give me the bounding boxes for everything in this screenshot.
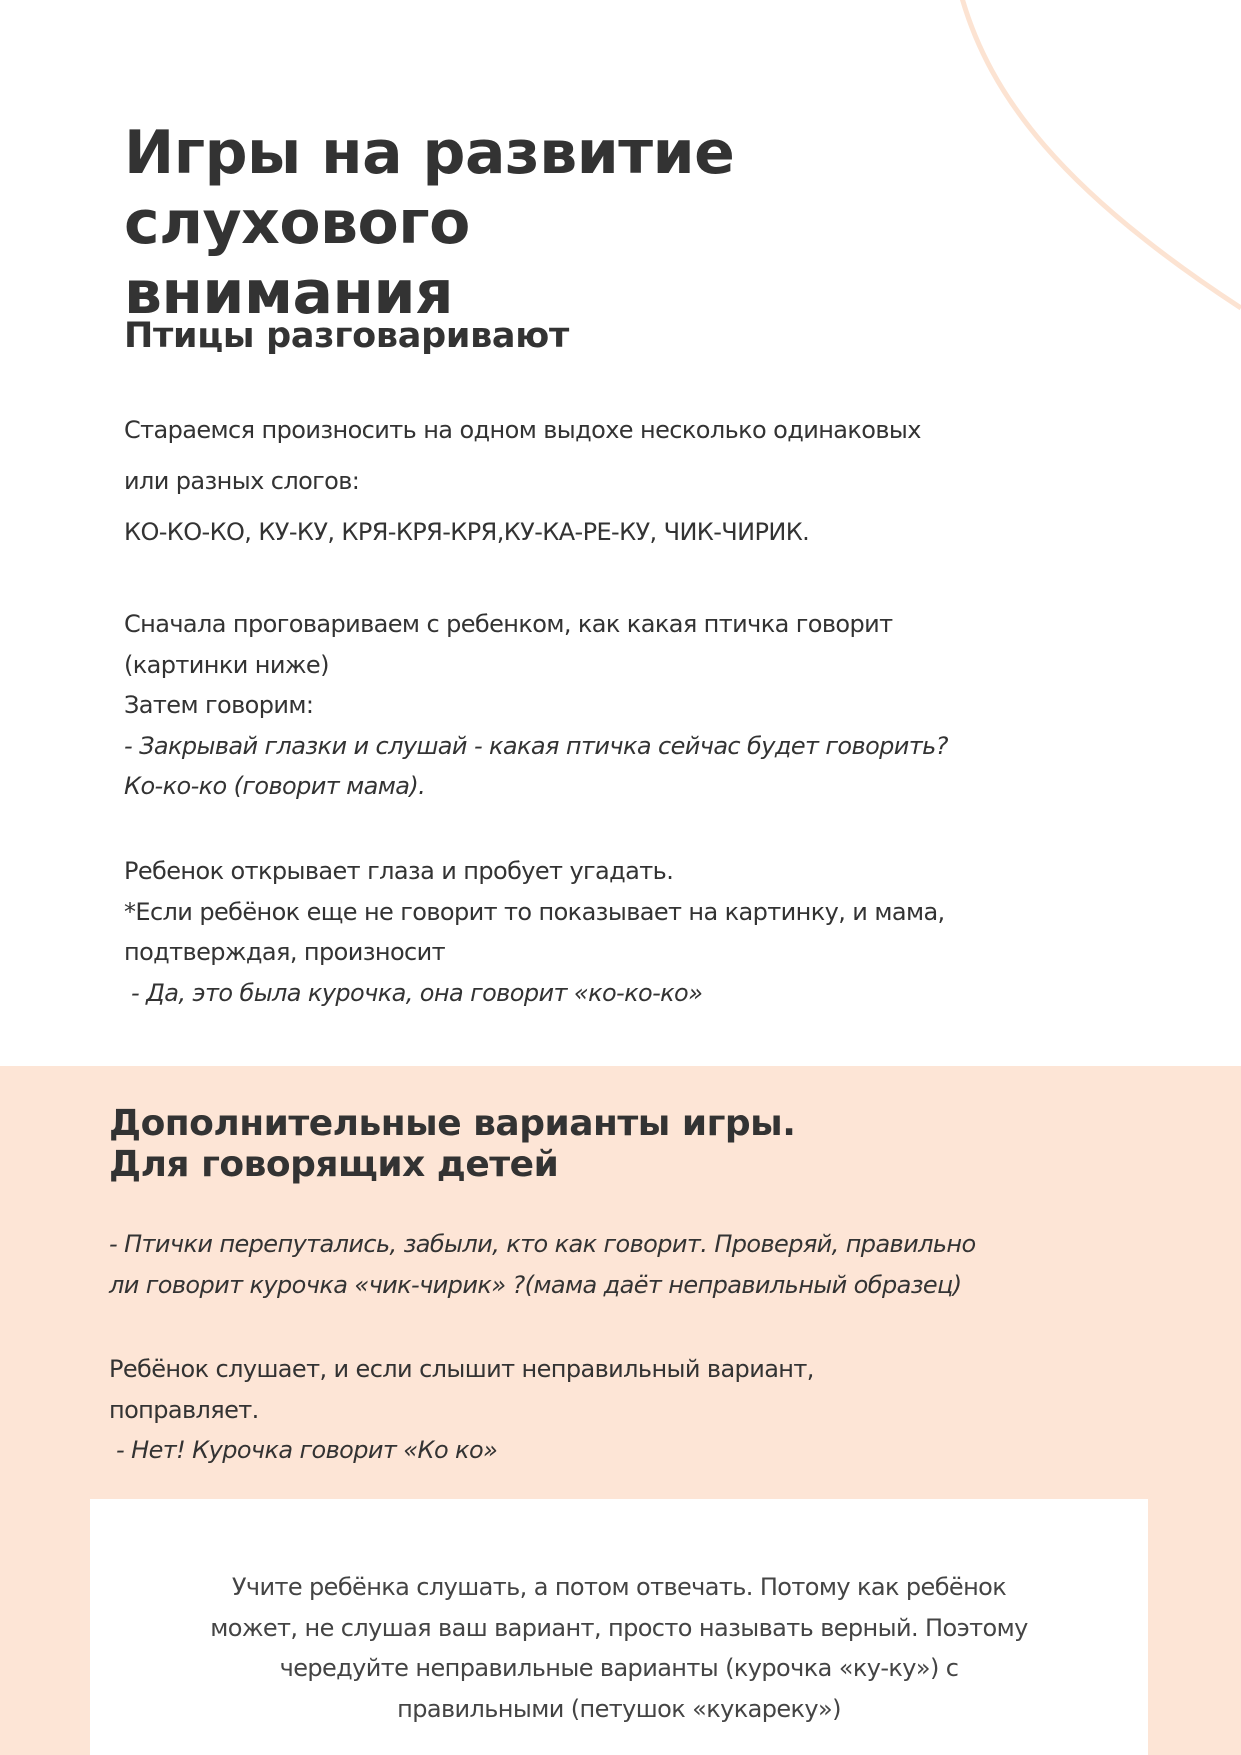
- result-note: *Если ребёнок еще не говорит то показывает на картинку, и мама,: [124, 897, 945, 926]
- result-line: подтверждая, произносит: [124, 938, 446, 966]
- extra-variants-title-line-1: Дополнительные варианты игры.: [109, 1103, 796, 1144]
- tip-line: правильными (петушок «кукареку»): [397, 1694, 841, 1723]
- page-title-line-2: внимания: [124, 258, 454, 328]
- prompt-line: ли говорит курочка «чик-чирик» ?(мама даёт неправильный образец): [109, 1270, 962, 1299]
- syllables-line: КО-КО-КО, КУ-КУ, КРЯ-КРЯ-КРЯ,КУ-КА-РЕ-КУ, ЧИК-ЧИРИК.: [124, 518, 810, 546]
- page-title: [124, 118, 1084, 328]
- tip-line: чередуйте неправильные варианты (курочка «ку-ку») с: [279, 1654, 959, 1682]
- game-title: Птицы разговаривают: [124, 316, 569, 356]
- extra-variants-title: [109, 1103, 795, 1185]
- prompt-line: - Птички перепутались, забыли, кто как говорит. Проверяй, правильно: [109, 1230, 976, 1258]
- extra-prompt-paragraph: [109, 1224, 1129, 1305]
- intro-line: или разных слогов:: [124, 467, 360, 495]
- instruction-quote: Ко-ко-ко (говорит мама).: [124, 772, 426, 800]
- response-line: поправляет.: [109, 1395, 259, 1424]
- instruction-line: Затем говорим:: [124, 691, 314, 719]
- intro-paragraph: [124, 405, 1084, 558]
- result-line: Ребенок открывает глаза и пробует угадать.: [124, 857, 674, 885]
- tip-line: Учите ребёнка слушать, а потом отвечать. Потому как ребёнок: [231, 1573, 1007, 1601]
- intro-line: Стараемся произносить на одном выдохе несколько одинаковых: [124, 416, 921, 444]
- response-line: Ребёнок слушает, и если слышит неправильный вариант,: [109, 1355, 814, 1383]
- result-quote: - Да, это была курочка, она говорит «ко-ко-ко»: [124, 978, 703, 1007]
- tip-line: может, не слушая ваш вариант, просто называть верный. Поэтому: [210, 1613, 1028, 1642]
- tip-text: [90, 1567, 1148, 1729]
- tip-card: [90, 1499, 1148, 1755]
- instruction-quote: - Закрывай глазки и слушай - какая птичка сейчас будет говорить?: [124, 731, 948, 760]
- extra-response-paragraph: [109, 1349, 1129, 1471]
- instruction-line: (картинки ниже): [124, 650, 329, 679]
- instruction-line: Сначала проговариваем с ребенком, как какая птичка говорит: [124, 610, 893, 638]
- instructions-paragraph: [124, 604, 1084, 807]
- result-paragraph: [124, 851, 1084, 1013]
- page-title-line-1: Игры на развитие слухового: [124, 118, 735, 258]
- response-quote: - Нет! Курочка говорит «Ко ко»: [109, 1436, 498, 1464]
- extra-variants-title-line-2: Для говорящих детей: [109, 1144, 559, 1185]
- extra-variants-section: [0, 1066, 1241, 1755]
